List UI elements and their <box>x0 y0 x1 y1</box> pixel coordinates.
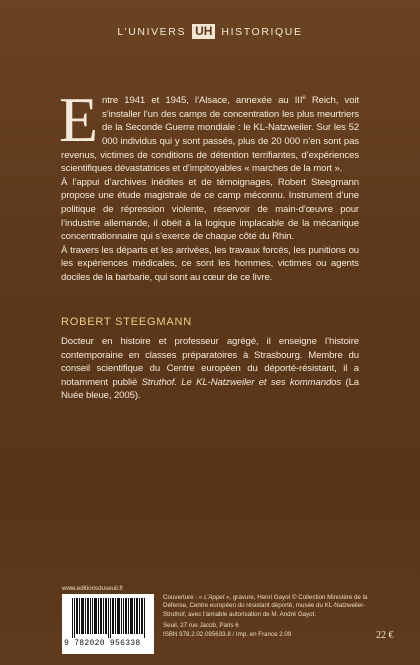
blurb-p1-rest: Reich, voit s’installer l’un des camps de concentration les plus meurtriers de la Seconde Guerre mondiale : le KL-Natzweiler. Sur les 52 000 individus qui y sont passés, plus de 20 000 n’en sont pas revenus, victimes de conditions de détention terrifiantes, d’expériences scientifiques dévastatrices et d’impitoyables « marches de la mort ». <box>61 95 359 175</box>
bio-text: Docteur en histoire et professeur agrégé, il enseigne l’histoire contemporaine en classes préparatoires à Strasbourg. Membre du conseil scientifique du Centre européen du déporté-résistant, il a notamment publié <box>61 336 359 388</box>
barcode-panel <box>62 594 154 654</box>
price: 22 € <box>376 630 394 641</box>
blurb-paragraph-1 <box>59 84 359 176</box>
author-bio <box>61 335 359 403</box>
bio-text-end: (La Nuée bleue, 2005). <box>61 376 359 402</box>
footer-credits <box>163 594 373 639</box>
ean-number: 9 782020 956338 <box>64 639 141 648</box>
blurb-p1-sup: e <box>302 95 306 101</box>
series-header <box>0 24 420 39</box>
author-name: ROBERT STEEGMANN <box>61 316 192 328</box>
publisher-address: Seuil, 27 rue Jacob, Paris 6 <box>163 622 239 630</box>
bio-book-title: Struthof. Le KL-Natzweiler et ses kommandos <box>141 376 342 388</box>
publisher-website: www.editionsduseuil.fr <box>62 585 124 592</box>
cover-credit: Couverture : « L’Appel », gravure, Henri Gayot © Collection Ministère de la Défense, Centre européen du résistant déporté, musée du KL-Natzweiler-Struthof, avec l’aimable autorisation de M. André Gayot. <box>163 594 368 618</box>
blurb <box>59 84 359 285</box>
series-label-right: HISTORIQUE <box>221 25 303 38</box>
blurb-paragraph-3: À travers les départs et les arrivées, les travaux forcés, les punitions ou les expériences médicales, ce sont les hommes, victimes ou agents dociles de la barbarie, qui sont au cœur de ce livre. <box>61 244 359 283</box>
series-label-left: L’UNIVERS <box>117 25 187 38</box>
isbn-line: ISBN 978.2.02.095633.8 / Imp. en France 2.09 <box>163 630 292 638</box>
blurb-p1-start: ntre 1941 et 1945, l’Alsace, annexée au III <box>101 95 303 107</box>
blurb-paragraph-2: À l’appui d’archives inédites et de témoignages, Robert Steegmann propose une étude magistrale de ce camp méconnu. Instrument d’une politique de répression violente, réservoir de main-d’œuvre pour l’industrie allemande, il obéit à la logique implacable de la mécanique concentrationnaire qui s’exerce de chaque côté du Rhin. <box>61 176 359 243</box>
series-logo-badge: UH <box>192 24 215 39</box>
drop-cap: E <box>59 84 98 155</box>
barcode-icon <box>72 598 146 638</box>
